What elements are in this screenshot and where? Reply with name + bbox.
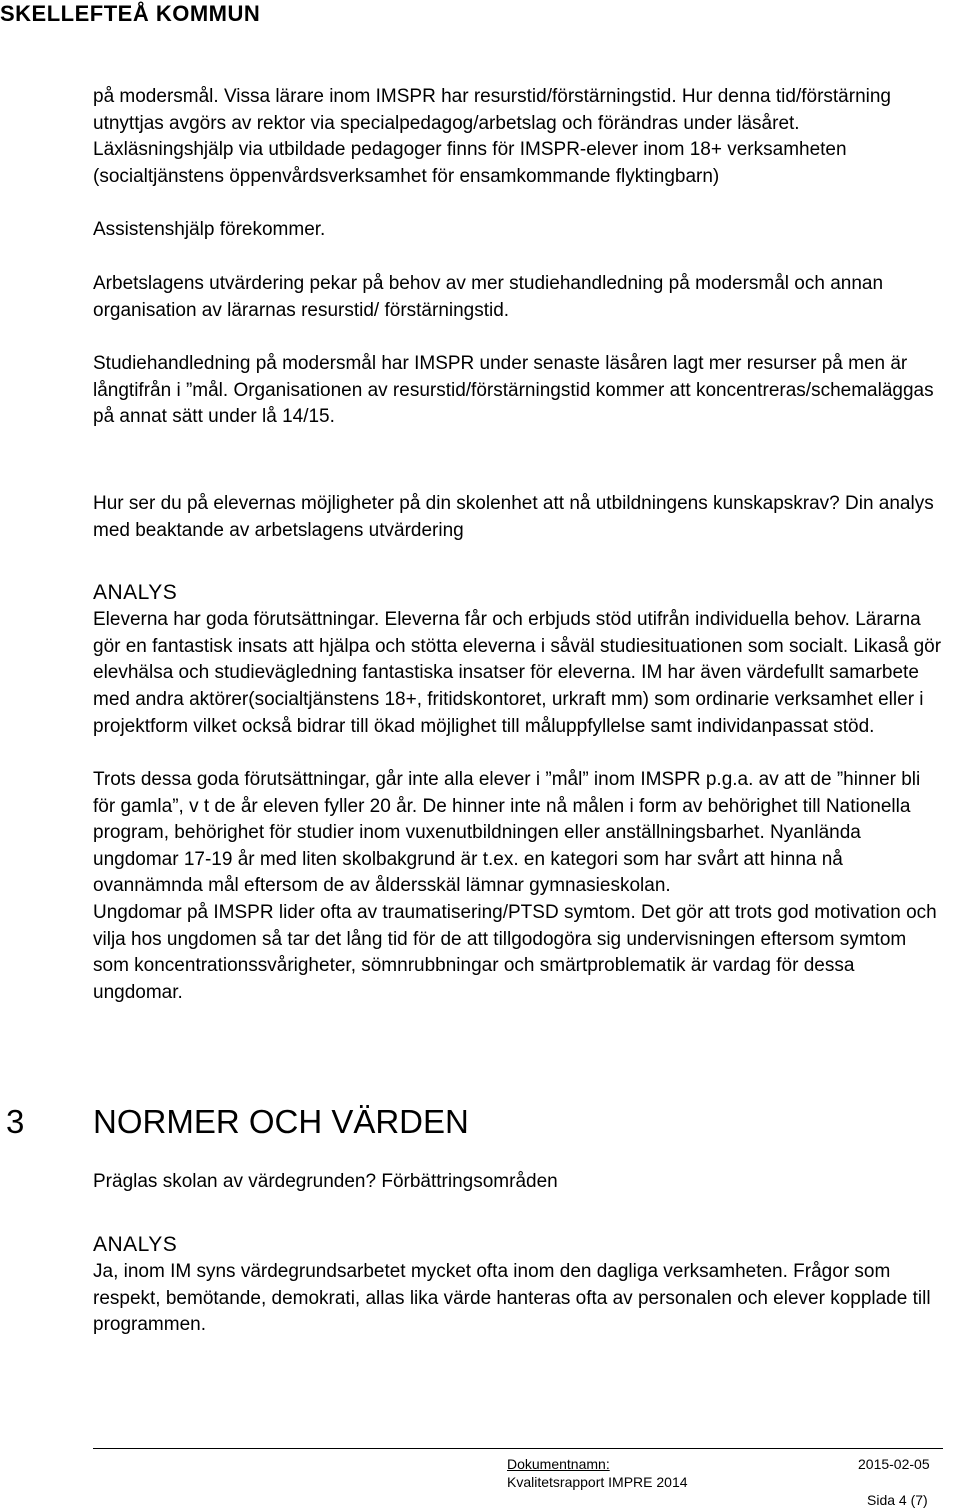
footer-doc-name: Kvalitetsrapport IMPRE 2014 [507,1474,688,1490]
section-title: NORMER OCH VÄRDEN [93,1103,469,1141]
paragraph-studiehandledning: Studiehandledning på modersmål har IMSPR under senaste läsåren lagt mer resurser på men är långtifrån i ”mål. Organisationen av resurstid/förstärningstid kommer att koncentreras/schemaläggas på annat sätt under lå 14/15. [93,353,934,428]
analys-paragraph-ptsd: Ungdomar på IMSPR lider ofta av traumatisering/PTSD symtom. Det gör att trots god motivation och vilja hos ungdomen så tar det lång tid för de att tillgodogöra sig undervisningen eftersom symtom som koncentrationssvårigheter, sömnrubbningar och smärtproblematik är vardag för dessa ungdomar. [93,902,937,1003]
question-vardegrund: Präglas skolan av värdegrunden? Förbättringsområden [93,1171,558,1193]
analys-paragraph-vardegrund: Ja, inom IM syns värdegrundsarbetet mycket ofta inom den dagliga verksamheten. Frågor som respekt, bemötande, demokrati, allas lika värde hanteras ofta av personalen och elever kopplade till programmen. [93,1261,931,1336]
analys-paragraph-forutsattningar: Eleverna har goda förutsättningar. Eleverna får och erbjuds stöd utifrån individuella behov. Lärarna gör en fantastisk insats att hjälpa och stötta eleverna i såväl studiesituationen som socialt. Likaså gör elevhälsa och studievägledning fantastiska insatser för eleverna. IM har även värdefullt samarbete med andra aktörer(socialtjänstens 18+, fritidskontoret, urkraft mm) som ordinarie verksamhet eller i projektform vilket också bidrar till ökad möjlighet till måluppfyllelse samt individanpassat stöd. [93,609,942,737]
organization-header: SKELLEFTEÅ KOMMUN [0,1,261,26]
footer-divider [93,1448,943,1449]
analys-heading-1: ANALYS [93,581,178,605]
paragraph-assistenshjalp: Assistenshjälp förekommer. [93,219,326,241]
paragraph-laxlasning: Läxläsningshjälp via utbildade pedagoger finns för IMSPR-elever inom 18+ verksamheten (socialtjänstens öppenvårdsverksamhet för ensamkommande flyktingbarn) [93,139,847,187]
footer-page-number: Sida 4 (7) [867,1492,928,1508]
section-heading-normer [0,1102,945,1142]
question-kunskapskrav: Hur ser du på elevernas möjligheter på din skolenhet att nå utbildningens kunskapskrav? Din analys med beaktande av arbetslagens utvärdering [93,492,934,541]
footer-doc-name-label: Dokumentnamn: [507,1456,610,1472]
paragraph-arbetslag-utvardering: Arbetslagens utvärdering pekar på behov av mer studiehandledning på modersmål och annan organisation av lärarnas resurstid/ förstärningstid. [93,272,884,321]
footer-date: 2015-02-05 [858,1456,930,1472]
analys-paragraph-trots: Trots dessa goda förutsättningar, går inte alla elever i ”mål” inom IMSPR p.g.a. av att de ”hinner bli för gamla”, v t de år eleven fyller 20 år. De hinner inte nå målen i form av behörighet till Nationella program, behörighet för studier inom vuxenutbildningen eller anställningsbarhet. Nyanlända ungdomar 17-19 år med liten skolbakgrund är t.ex. en kategori som har svårt att hinna nå ovannämnda mål eftersom de av åldersskäl lämnar gymnasieskolan. [93,769,921,897]
document-body [6,84,945,1339]
section-number: 3 [6,1103,25,1141]
paragraph-resurstid: på modersmål. Vissa lärare inom IMSPR har resurstid/förstärningstid. Hur denna tid/förstärning utnyttjas avgörs av rektor via specialpedagog/arbetslag och förändras under läsåret. [93,86,891,134]
analys-heading-2: ANALYS [93,1233,178,1257]
